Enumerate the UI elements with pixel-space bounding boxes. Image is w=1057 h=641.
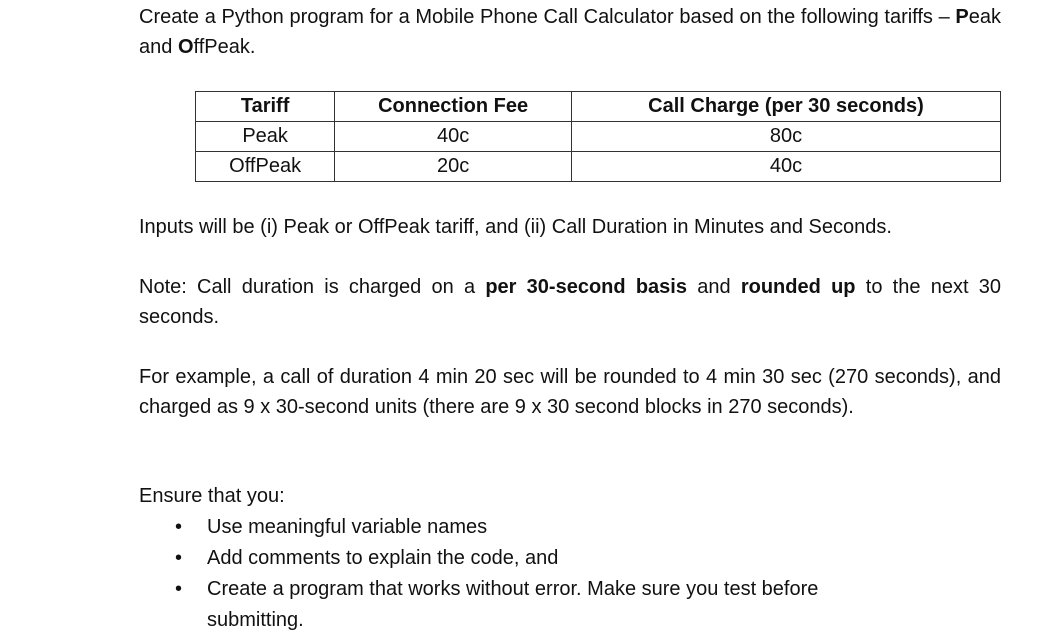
list-item-text: Use meaningful variable names	[207, 516, 488, 538]
tariff-table	[195, 91, 1001, 182]
list-item-text: Add comments to explain the code, and	[207, 547, 559, 569]
offpeak-initial: O	[177, 36, 194, 58]
list-item	[139, 574, 907, 636]
note-text: and	[686, 276, 741, 298]
intro-paragraph	[139, 2, 1001, 62]
offpeak-rest: ffPeak.	[193, 36, 256, 58]
note-text: Note: Call duration is charged on a	[139, 276, 486, 298]
bullet-icon: •	[175, 578, 183, 600]
peak-rest: eak and	[139, 6, 1001, 58]
header-tariff: Tariff	[196, 92, 335, 122]
peak-initial: P	[955, 6, 969, 28]
table-row	[196, 152, 1001, 182]
table-row	[196, 122, 1001, 152]
list-item	[139, 512, 907, 543]
bullet-icon: •	[175, 547, 183, 569]
note-bold-rounded: rounded up	[740, 276, 856, 298]
table-header-row	[196, 92, 1001, 122]
header-connection-fee: Connection Fee	[335, 92, 572, 122]
inputs-paragraph: Inputs will be (i) Peak or OffPeak tariff, and (ii) Call Duration in Minutes and Seconds.	[139, 216, 892, 238]
ensure-heading: Ensure that you:	[139, 485, 285, 507]
cell-tariff: OffPeak	[196, 152, 335, 182]
cell-connection-fee: 40c	[335, 122, 572, 152]
list-item	[139, 543, 907, 574]
bullet-icon: •	[175, 516, 183, 538]
cell-call-charge: 80c	[571, 122, 1000, 152]
cell-tariff: Peak	[196, 122, 335, 152]
note-paragraph	[139, 272, 1001, 332]
note-bold-basis: per 30-second basis	[485, 276, 687, 298]
intro-text: Create a Python program for a Mobile Phone Call Calculator based on the following tariffs –	[139, 6, 956, 28]
cell-connection-fee: 20c	[335, 152, 572, 182]
requirements-list	[139, 512, 1001, 636]
header-call-charge: Call Charge (per 30 seconds)	[571, 92, 1000, 122]
note-text: to the next 30 seconds.	[139, 276, 1002, 328]
cell-call-charge: 40c	[571, 152, 1000, 182]
list-item-text: Create a program that works without error. Make sure you test before submitting.	[207, 578, 819, 631]
example-paragraph: For example, a call of duration 4 min 20 sec will be rounded to 4 min 30 sec (270 seconds), and charged as 9 x 30-second units (there are 9 x 30 second blocks in 270 seconds).	[139, 366, 1001, 418]
